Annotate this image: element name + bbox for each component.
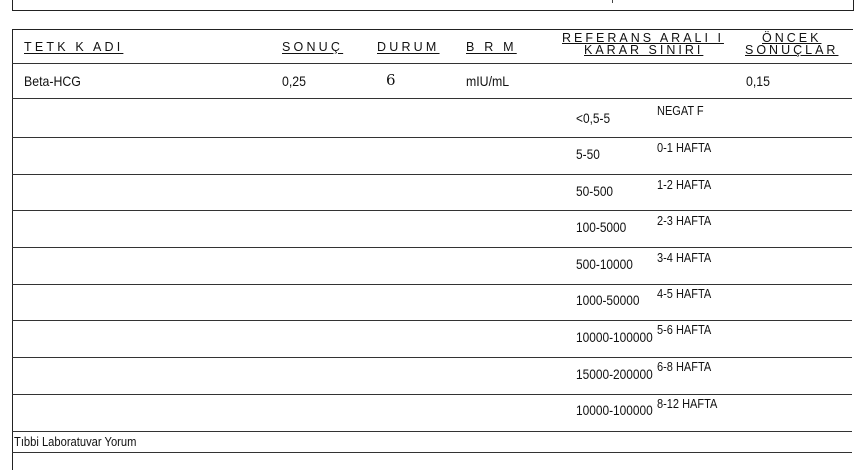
row-divider [12,357,852,358]
row-divider [12,247,852,248]
row-divider [12,394,852,395]
reference-label: 4-5 HAFTA [657,287,712,301]
header-test-name: TETK K ADI [24,40,124,54]
previous-result: 0,15 [746,73,770,89]
reference-range: 100-5000 [576,219,627,235]
bottom-divider [12,452,852,453]
reference-label: 3-4 HAFTA [657,251,712,265]
row-divider [12,431,852,432]
test-name: Beta-HCG [24,73,81,89]
top-tick-mark [612,0,617,3]
reference-range: 5-50 [576,146,600,162]
row-divider [12,320,852,321]
row-divider [12,284,852,285]
reference-range: 1000-50000 [576,292,640,308]
status-value: 6 [386,71,396,89]
header-status: DURUM [377,40,440,54]
row-divider [12,210,852,211]
header-reference-line2: KARAR SINIRI [584,43,704,57]
reference-label: 0-1 HAFTA [657,141,712,155]
unit-value: mIU/mL [466,73,510,89]
top-frame [12,0,854,11]
reference-label: 1-2 HAFTA [657,178,712,192]
reference-range: <0,5-5 [576,110,611,126]
reference-range: 10000-100000 [576,329,653,345]
reference-range: 10000-100000 [576,402,653,418]
row-divider [12,137,852,138]
result-value: 0,25 [282,73,306,89]
reference-range: 15000-200000 [576,366,653,382]
reference-label: 2-3 HAFTA [657,214,712,228]
comment-label: Tıbbi Laboratuvar Yorum [14,434,137,449]
row-divider [12,174,852,175]
reference-label: 5-6 HAFTA [657,323,712,337]
reference-range: 50-500 [576,183,614,199]
header-previous-line2: SONUÇLAR [745,43,839,57]
reference-range: 500-10000 [576,256,633,272]
row-divider [12,98,852,99]
header-reference-line1: REFERANS ARALI I [562,31,724,45]
header-divider [12,63,852,64]
reference-label: 8-12 HAFTA [657,397,718,411]
report-sheet [12,29,853,470]
reference-label: 6-8 HAFTA [657,360,712,374]
header-previous-line1: ÖNCEK [762,31,822,45]
reference-label: NEGAT F [657,104,704,118]
header-result: SONUÇ [282,40,344,54]
header-unit: B R M [466,40,517,54]
